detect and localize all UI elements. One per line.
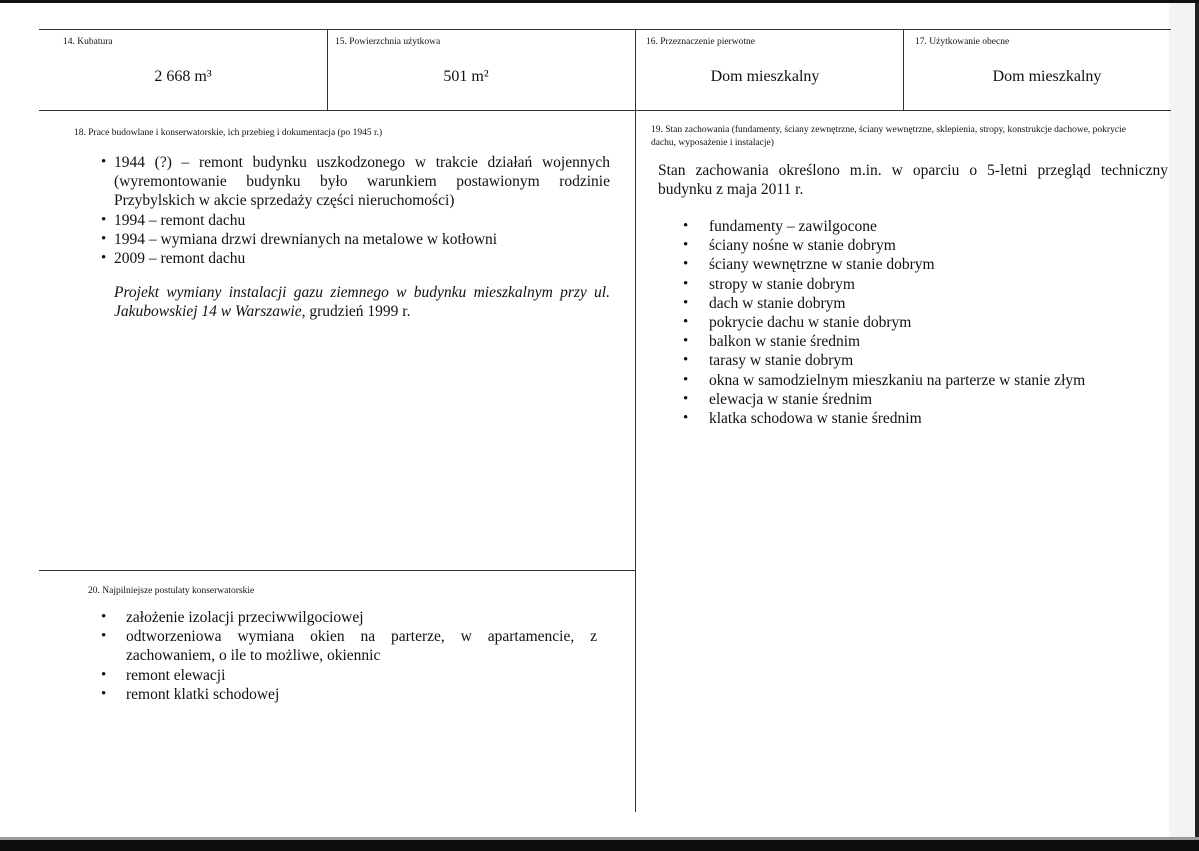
bullet-icon: • (101, 154, 107, 170)
list-item: • remont klatki schodowej (101, 685, 280, 703)
bullet-icon: • (683, 314, 689, 331)
grid-line-row2 (39, 570, 635, 571)
section-20-list (101, 608, 597, 704)
list-item: • założenie izolacji przeciwwilgociowej (101, 609, 364, 626)
list-item: • odtworzeniowa wymiana okien na parterze, w apartamencie, z zachowaniem, o ile to możliwe, okiennic (101, 628, 597, 665)
list-item: • stropy w stanie dobrym (683, 275, 855, 293)
bullet-icon: • (101, 609, 107, 625)
bullet-icon: • (683, 237, 689, 254)
list-item: • ściany wewnętrzne w stanie dobrym (683, 256, 935, 274)
bullet-icon: • (683, 333, 689, 350)
list-item: • 1944 (?) – remont budynku uszkodzonego w trakcie działań wojennych (wyremontowanie budynku było warunkiem postawionym rodzinie Przybylskich w akcie sprzedaży części nieruchomości) (101, 154, 610, 210)
section-18-list (101, 153, 610, 268)
field-16-label: 16. Przeznaczenie pierwotne (646, 37, 755, 47)
list-item: • remont elewacji (101, 666, 226, 684)
section-18-documentation (114, 283, 610, 321)
list-item: • 1994 – wymiana drzwi drewnianych na metalowe w kotłowni (101, 230, 498, 248)
documentation-title: Projekt wymiany instalacji gazu ziemnego w budynku mieszkalnym przy ul. Jakubowskiej 14 w Warszawie (114, 284, 610, 320)
list-item: • pokrycie dachu w stanie dobrym (683, 314, 912, 332)
bullet-icon: • (101, 230, 107, 247)
list-item: • balkon w stanie średnim (683, 333, 861, 351)
bullet-icon: • (683, 294, 689, 311)
grid-line-v2 (635, 29, 636, 812)
bullet-icon: • (101, 685, 107, 702)
bullet-icon: • (683, 352, 689, 369)
bullet-icon: • (101, 666, 107, 683)
list-item: • elewacja w stanie średnim (683, 390, 873, 408)
field-14-label: 14. Kubatura (63, 37, 113, 47)
documentation-date: , grudzień 1999 r. (301, 303, 411, 320)
section-18-label: 18. Prace budowlane i konserwatorskie, ich przebieg i dokumentacja (po 1945 r.) (74, 128, 383, 138)
bullet-icon: • (683, 275, 689, 292)
list-item: • 1994 – remont dachu (101, 211, 246, 229)
grid-line-top (39, 29, 1171, 30)
list-item: • tarasy w stanie dobrym (683, 352, 854, 370)
bullet-icon: • (683, 390, 689, 407)
list-item: • okna w samodzielnym mieszkaniu na parterze w stanie złym (683, 371, 1086, 389)
field-14-value: 2 668 m³ (154, 68, 212, 85)
bullet-icon: • (683, 256, 689, 273)
field-17-label: 17. Użytkowanie obecne (915, 37, 1010, 47)
list-item: • 2009 – remont dachu (101, 250, 246, 268)
list-item: • dach w stanie dobrym (683, 294, 846, 312)
section-20-label: 20. Najpilniejsze postulaty konserwatorskie (88, 586, 255, 596)
scan-edge-bottom (0, 840, 1199, 851)
list-item: • klatka schodowa w stanie średnim (683, 410, 922, 428)
bullet-icon: • (683, 218, 689, 234)
bullet-icon: • (683, 410, 689, 427)
section-19-list (683, 217, 1153, 428)
scan-edge-top (0, 0, 1199, 3)
field-16-value: Dom mieszkalny (710, 68, 820, 85)
section-19-label: 19. Stan zachowania (fundamenty, ściany zewnętrzne, ściany wewnętrzne, sklepienia, stropy, konstrukcje dachowe, pokrycie dachu, wyposażenie i instalacje) (651, 125, 1126, 148)
bullet-icon: • (101, 628, 107, 645)
list-item: • ściany nośne w stanie dobrym (683, 237, 896, 255)
bullet-icon: • (101, 250, 107, 267)
section-19-intro: Stan zachowania określono m.in. w oparciu o 5-letni przegląd techniczny budynku z maja 2011 r. (658, 162, 1168, 198)
bullet-icon: • (683, 371, 689, 388)
grid-line-row1 (39, 110, 1171, 111)
list-item: • fundamenty – zawilgocone (683, 218, 877, 235)
bullet-icon: • (101, 211, 107, 228)
field-15-label: 15. Powierzchnia użytkowa (335, 37, 441, 47)
field-17-value: Dom mieszkalny (992, 68, 1102, 85)
field-15-value: 501 m² (443, 68, 489, 85)
scan-edge-right-dark (1195, 0, 1199, 851)
